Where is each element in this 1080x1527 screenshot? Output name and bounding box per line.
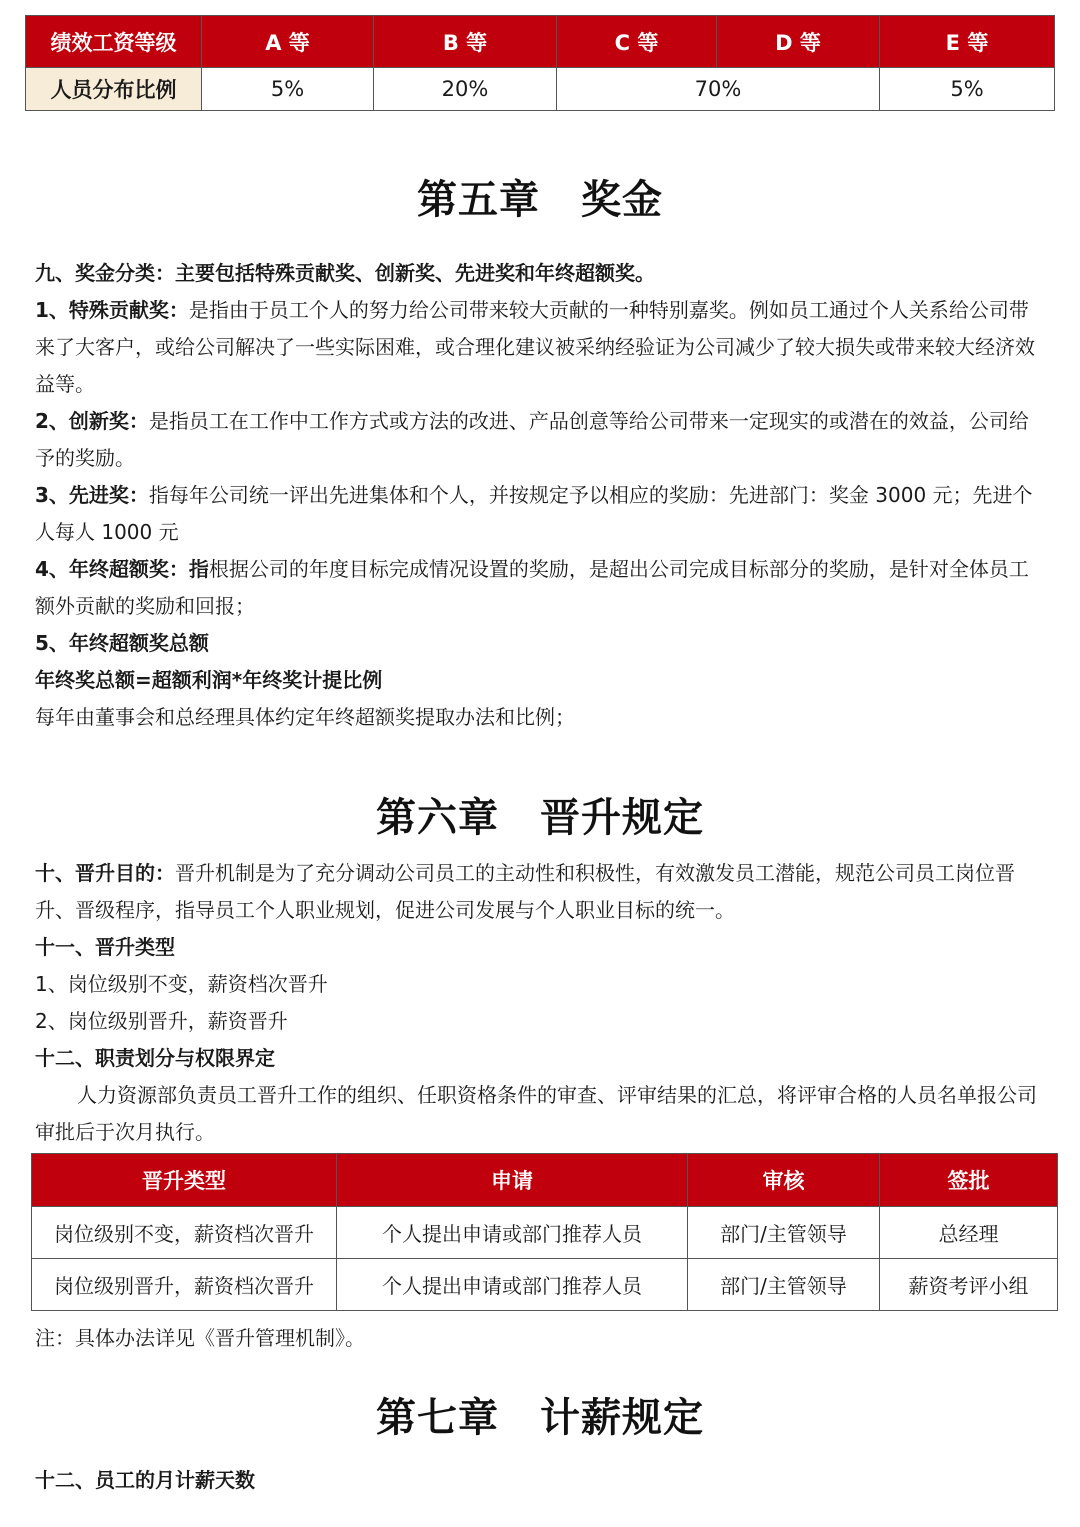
section-heading: 十二、职责划分与权限界定	[35, 1046, 275, 1070]
paragraph	[35, 855, 1045, 929]
grade-row-label: 人员分布比例	[26, 68, 202, 111]
paragraph: 每年由董事会和总经理具体约定年终超额奖提取办法和比例；	[35, 705, 575, 729]
grade-header-cell: C 等	[557, 16, 717, 68]
chapter-title: 第六章 晋升规定	[376, 795, 704, 841]
paragraph	[35, 403, 1045, 477]
item-label: 2、创新奖：	[35, 409, 149, 433]
table-row	[32, 1207, 1058, 1259]
item-label: 4、年终超额奖：指	[35, 557, 209, 581]
item-text: 晋升机制是为了充分调动公司员工的主动性和积极性，有效激发员工潜能，规范公司员工岗位晋升、晋级程序，指导员工个人职业规划，促进公司发展与个人职业目标的统一。	[35, 861, 1015, 922]
table-cell: 个人提出申请或部门推荐人员	[337, 1207, 688, 1259]
promotion-header-cell: 晋升类型	[32, 1154, 337, 1207]
promotion-table-header-row	[32, 1154, 1058, 1207]
table-cell: 薪资考评小组	[880, 1259, 1058, 1311]
list-item: 2、岗位级别晋升，薪资晋升	[35, 1009, 288, 1033]
grade-value-cell: 20%	[374, 68, 557, 111]
section-heading: 十二、员工的月计薪天数	[35, 1468, 255, 1492]
item-text: 是指员工在工作中工作方式或方法的改进、产品创意等给公司带来一定现实的或潜在的效益，公司给予的奖励。	[35, 409, 1029, 470]
note: 注：具体办法详见《晋升管理机制》。	[35, 1326, 365, 1350]
chapter-title: 第五章 奖金	[417, 177, 663, 223]
item-label: 5、年终超额奖总额	[35, 631, 209, 655]
table-cell: 部门/主管领导	[688, 1207, 880, 1259]
grade-value-cell: 5%	[880, 68, 1055, 111]
grade-table-row	[26, 68, 1055, 111]
grade-header-cell: A 等	[202, 16, 374, 68]
paragraph	[35, 477, 1045, 551]
grade-header-cell: D 等	[717, 16, 880, 68]
item-text: 根据公司的年度目标完成情况设置的奖励，是超出公司完成目标部分的奖励，是针对全体员工额外贡献的奖励和回报；	[35, 557, 1029, 618]
section-heading: 九、奖金分类：主要包括特殊贡献奖、创新奖、先进奖和年终超额奖。	[35, 261, 655, 285]
chapter-title: 第七章 计薪规定	[376, 1395, 704, 1441]
table-cell: 岗位级别不变，薪资档次晋升	[32, 1207, 337, 1259]
grade-table-header-row	[26, 16, 1055, 68]
chapter5-body	[35, 255, 1045, 736]
table-row	[32, 1259, 1058, 1311]
paragraph: 人力资源部负责员工晋升工作的组织、任职资格条件的审查、评审结果的汇总，将评审合格的人员名单报公司审批后于次月执行。	[35, 1083, 1037, 1144]
promotion-header-cell: 审核	[688, 1154, 880, 1207]
table-cell: 岗位级别晋升，薪资档次晋升	[32, 1259, 337, 1311]
chapter6-body	[35, 855, 1045, 1151]
formula: 年终奖总额=超额利润*年终奖计提比例	[35, 668, 383, 692]
promotion-table	[31, 1153, 1058, 1311]
table-cell: 总经理	[880, 1207, 1058, 1259]
item-text: 指每年公司统一评出先进集体和个人，并按规定予以相应的奖励：先进部门：奖金 3000 元；先进个人每人 1000 元	[35, 483, 1033, 544]
grade-header-cell: 绩效工资等级	[26, 16, 202, 68]
promotion-header-cell: 申请	[337, 1154, 688, 1207]
item-label: 3、先进奖：	[35, 483, 149, 507]
item-text: 是指由于员工个人的努力给公司带来较大贡献的一种特别嘉奖。例如员工通过个人关系给公司带来了大客户，或给公司解决了一些实际困难，或合理化建议被采纳经验证为公司减少了较大损失或带来较大经济效益等。	[35, 298, 1035, 396]
paragraph	[35, 292, 1045, 403]
chapter7-body	[35, 1462, 1045, 1499]
table-cell: 部门/主管领导	[688, 1259, 880, 1311]
grade-value-cell: 70%	[557, 68, 880, 111]
grade-distribution-table	[25, 15, 1055, 111]
section-heading: 十一、晋升类型	[35, 935, 175, 959]
grade-header-cell: B 等	[374, 16, 557, 68]
paragraph	[35, 551, 1045, 625]
grade-value-cell: 5%	[202, 68, 374, 111]
table-cell: 个人提出申请或部门推荐人员	[337, 1259, 688, 1311]
item-label: 十、晋升目的：	[35, 861, 175, 885]
grade-header-cell: E 等	[880, 16, 1055, 68]
promotion-header-cell: 签批	[880, 1154, 1058, 1207]
list-item: 1、岗位级别不变，薪资档次晋升	[35, 972, 328, 996]
item-label: 1、特殊贡献奖：	[35, 298, 189, 322]
